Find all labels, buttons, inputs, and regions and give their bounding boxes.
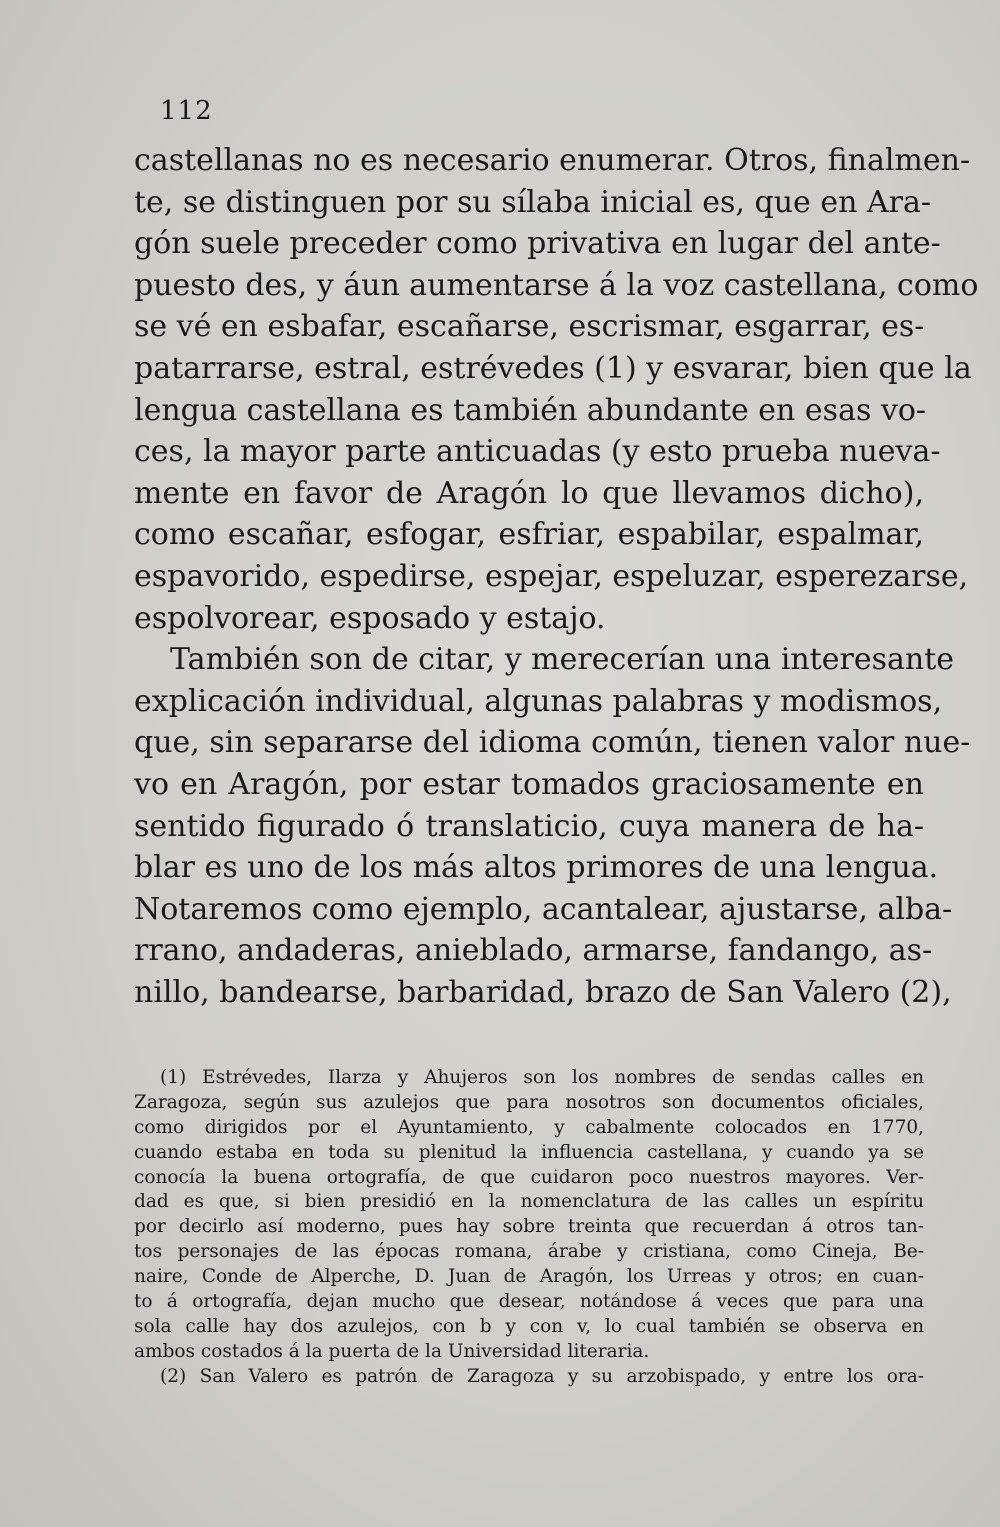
text-line: También son de citar, y merecerían una interesante — [170, 642, 954, 678]
text-line: blar es uno de los más altos primores de una lengua. — [134, 850, 939, 886]
text-line: Notaremos como ejemplo, acantalear, ajustarse, alba- — [134, 891, 953, 927]
footnote-line: Zaragoza, según sus azulejos que para nosotros son documentos oficiales, — [134, 1091, 924, 1113]
text-line: te, se distinguen por su sílaba inicial es, que en Ara- — [134, 184, 931, 220]
text-line: como escañar, esfogar, esfriar, espabilar, espalmar, — [134, 517, 924, 553]
text-line: ces, la mayor parte anticuadas (y esto prueba nueva- — [134, 434, 941, 470]
text-line: vo en Aragón, por estar tomados graciosamente en — [134, 766, 924, 802]
text-line: castellanas no es necesario enumerar. Otros, finalmen- — [134, 143, 971, 178]
text-line: explicación individual, algunas palabras y modismos, — [134, 683, 943, 719]
footnote-line: (1) Estrévedes, Ilarza y Ahujeros son los nombres de sendas calles en — [160, 1067, 924, 1088]
footnote-line: conocía la buena ortografía, de que cuidaron poco nuestros mayores. Ver- — [134, 1166, 924, 1188]
footnote-line: sola calle hay dos azulejos, con b y con v, lo cual también se observa en — [134, 1315, 924, 1337]
footnote-line: cuando estaba en toda su plenitud la influencia castellana, y cuando ya se — [134, 1141, 924, 1163]
footnote-line: tos personajes de las épocas romana, árabe y cristiana, como Cineja, Be- — [134, 1241, 924, 1263]
text-line: puesto des, y áun aumentarse á la voz castellana, como — [134, 267, 979, 303]
text-line: que, sin separarse del idioma común, tienen valor nue- — [134, 725, 971, 761]
page-number: 112 — [160, 96, 213, 126]
text-line: sentido figurado ó translaticio, cuya manera de ha- — [134, 808, 924, 844]
main-text — [134, 140, 979, 1013]
text-line: mente en favor de Aragón lo que llevamos dicho), — [134, 475, 924, 511]
footnote-line: naire, Conde de Alperche, D. Juan de Aragón, los Urreas y otros; en cuan- — [134, 1266, 924, 1288]
text-line: espolvorear, esposado y estajo. — [134, 600, 606, 636]
text-line: espavorido, espedirse, espejar, espeluzar, esperezarse, — [134, 558, 969, 594]
footnote-line: dad es que, si bien presidió en la nomenclatura de las calles un espíritu — [134, 1191, 924, 1213]
text-line: gón suele preceder como privativa en lugar del ante- — [134, 226, 941, 262]
footnote-line: (2) San Valero es patrón de Zaragoza y su arzobispado, y entre los ora- — [160, 1365, 924, 1387]
text-line: nillo, bandearse, barbaridad, brazo de San Valero (2), — [134, 974, 952, 1010]
footnote-line: por decirlo así moderno, pues hay sobre treinta que recuerdan á otros tan- — [134, 1216, 924, 1238]
footnote-line: to á ortografía, dejan mucho que desear, notándose á veces que para una — [134, 1291, 924, 1313]
text-line: lengua castellana es también abundante en esas vo- — [134, 392, 927, 428]
text-line: rrano, andaderas, anieblado, armarse, fandango, as- — [134, 933, 933, 969]
footnotes — [134, 1066, 924, 1390]
footnote-line: como dirigidos por el Ayuntamiento, y cabalmente colocados en 1770, — [134, 1116, 924, 1138]
text-line: patarrarse, estral, estrévedes (1) y esvarar, bien que la — [134, 350, 972, 386]
text-line: se vé en esbafar, escañarse, escrismar, esgarrar, es- — [134, 309, 925, 345]
footnote-line: ambos costados á la puerta de la Universidad literaria. — [134, 1340, 650, 1362]
